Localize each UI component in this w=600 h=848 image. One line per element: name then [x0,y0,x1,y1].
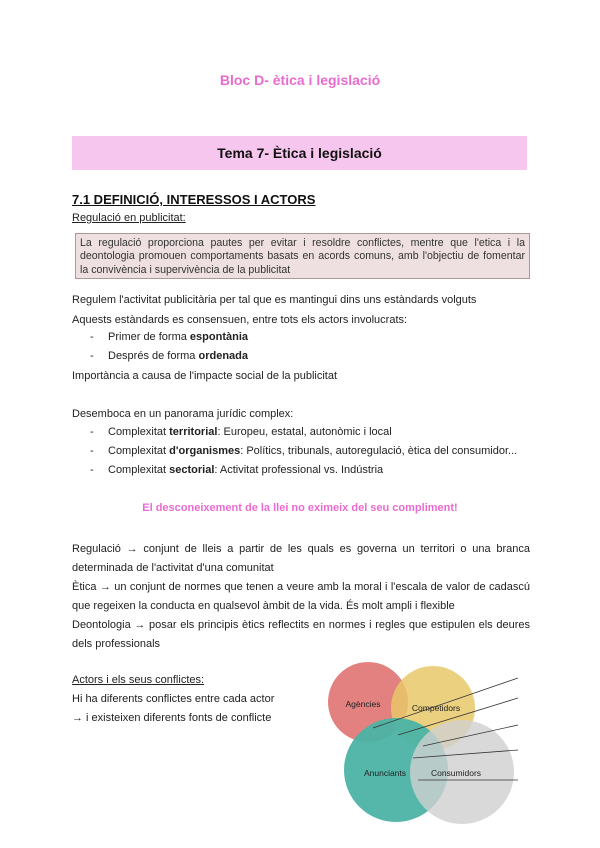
actors-line: → i existeixen diferents fonts de conflicte [72,712,272,724]
intro-paragraph [72,290,530,330]
regulation-quote: La regulació proporciona pautes per evitar i resoldre conflictes, mentre que l'etica i la deontologia promouen comportaments basats en acords comuns, amb l'objectiu de fomentar la convivència i supervivència de la publicitat [75,233,530,279]
actors-venn-diagram [318,660,543,830]
circle-label: Consumidors [430,768,482,778]
circle-label: Competidors [411,703,461,713]
intro-line: Regulem l'activitat publicitària per tal que es mantingui dins uns estàndards volguts [72,294,477,306]
document-title: Bloc D- ètica i legislació [219,72,381,88]
definition-etica: Ètica → un conjunt de normes que tenen a veure amb la moral i l'escala de valor de cadascú que regeixen la conducta en qualsevol àmbit de la vida. És molt ampli i flexible [72,581,530,612]
actors-heading: Actors i els seus conflictes: [72,674,205,686]
circle-label: Anunciants [363,768,407,778]
definition-deontologia: Deontologia → posar els principis ètics reflectits en normes i regles que estipulen els deures dels professionals [72,619,530,650]
complexity-list [90,423,530,480]
list-item: - Primer de forma espontània [90,331,248,343]
actors-line: Hi ha diferents conflictes entre cada actor [72,693,275,705]
list-item: - Després de forma ordenada [90,350,248,362]
section-heading: 7.1 DEFINICIÓ, INTERESSOS I ACTORS [72,192,316,207]
consensus-list [90,328,530,366]
list-item: - Complexitat d'organismes: Polítics, tribunals, autoregulació, ètica del consumidor... [90,445,518,457]
highlight-note: El desconeixement de la llei no eximeix del seu compliment! [142,502,458,514]
panorama-line: Desemboca en un panorama jurídic complex: [72,408,294,420]
circle-label: Agències [345,699,381,709]
topic-banner [72,136,527,170]
list-item: - Complexitat territorial: Europeu, estatal, autonòmic i local [90,426,392,438]
impact-line: Importància a causa de l'impacte social de la publicitat [72,370,338,382]
intro-line: Aquests estàndards es consensuen, entre tots els actors involucrats: [72,314,408,326]
definitions [72,540,530,654]
regulation-subheading: Regulació en publicitat: [72,212,186,224]
definition-regulacio: Regulació → conjunt de lleis a partir de les quals es governa un territori o una branca determinada de l'activitat d'una comunitat [72,543,530,574]
list-item: - Complexitat sectorial: Activitat professional vs. Indústria [90,464,384,476]
topic-title: Tema 7- Ètica i legislació [217,145,382,161]
